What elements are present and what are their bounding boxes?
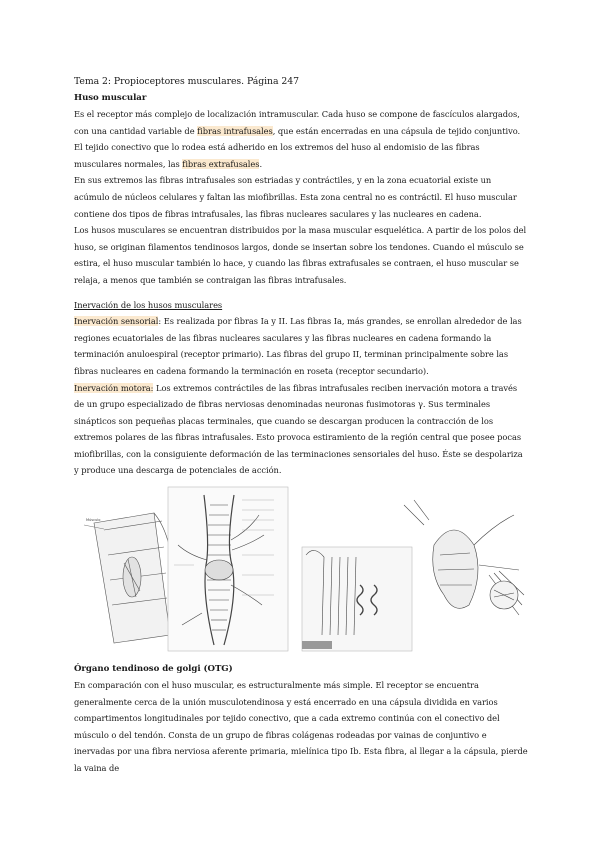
muscle-spindle-illustration xyxy=(74,485,529,653)
figure-scale-bar xyxy=(302,641,332,649)
highlight-fibras-extrafusales: fibras extrafusales xyxy=(182,158,260,169)
muscle-spindle-figure xyxy=(74,485,529,653)
whole-muscle-drawing xyxy=(404,500,524,615)
figure-label-musculo: Músculo xyxy=(86,518,101,523)
document-content xyxy=(74,74,529,777)
section-heading-huso: Huso muscular xyxy=(74,93,147,103)
spindle-detail-drawing xyxy=(168,487,288,651)
muscle-drawing xyxy=(84,513,170,643)
otg-paragraph-1: En comparación con el huso muscular, es estructuralmente más simple. El receptor se encuentra generalmente cerca de la unión musculotendinosa y está encerrado en una cápsula dividida en varios compartimentos longitudinales por tejido conectivo, que a cada extremo continúa con el conectivo del músculo o del tendón. Consta de un grupo de fibras colágenas rodeadas por vainas de conjuntivo e inervadas por una fibra nerviosa aferente primaria, mielínica tipo Ib. Esta fibra, al llegar a la cápsula, pierde la vaina de xyxy=(74,680,528,774)
huso-paragraph-2: En sus extremos las fibras intrafusales son estriadas y contráctiles, y en la zona ecuatorial existe un acúmulo de núcleos celulares y faltan las miofibrillas. Esta zona central no es contráctil. El huso muscular contiene dos tipos de fibras intrafusales, las fibras nucleares saculares y las nucleares en cadena. xyxy=(74,175,517,219)
huso-paragraph-3: Los husos musculares se encuentran distribuidos por la masa muscular esquelética. A partir de los polos del huso, se originan filamentos tendinosos largos, donde se insertan sobre los tendones. Cuando el músculo se estira, el huso muscular también lo hace, y cuando las fibras extrafusales se contraen, el huso muscular se relaja, a menos que también se contraigan las fibras intrafusales. xyxy=(74,225,527,285)
page-title: Tema 2: Propioceptores musculares. Página 247 xyxy=(74,76,299,87)
highlight-inervacion-motora: Inervación motora: xyxy=(74,382,154,393)
huso-paragraph-1: Es el receptor más complejo de localización intramuscular. Cada huso se compone de fascículos alargados, con una cantidad variable de fibras intrafusales, que están encerradas en una cápsula de tejido conjuntivo. El tejido conectivo que lo rodea está adherido en los extremos del huso al endomisio de las fibras musculares normales, las fibras extrafusales. xyxy=(74,109,521,169)
inervacion-sensorial-paragraph: Inervación sensorial: Es realizada por fibras Ia y II. Las fibras Ia, más grandes, se enrollan alrededor de las regiones ecuatoriales de las fibras nucleares saculares y las fibras nucleares en cadena formando la terminación anuloespiral (receptor primario). Las fibras del grupo II, terminan principalmente sobre las fibras nucleares en cadena formando la terminación en roseta (receptor secundario). xyxy=(74,316,522,376)
sensory-endings-drawing xyxy=(302,547,412,651)
highlight-fibras-intrafusales: fibras intrafusales xyxy=(197,125,273,136)
highlight-inervacion-sensorial: Inervación sensorial xyxy=(74,316,159,327)
inervacion-motora-paragraph: Inervación motora: Los extremos contráctiles de las fibras intrafusales reciben inervación motora a través de un grupo especializado de fibras nerviosas denominadas neuronas fusimotoras γ. Sus terminales sinápticos son pequeñas placas terminales, que cuando se descargan producen la contracción de los extremos polares de las fibras intrafusales. Esto provoca estiramiento de la región central que posee pocas miofibrillas, con la consiguiente deformación de las terminaciones sensoriales del huso. Éste se despolariza y produce una descarga de potenciales de acción. xyxy=(74,382,523,476)
section-heading-otg: Órgano tendinoso de golgi (OTG) xyxy=(74,664,233,675)
section-heading-inervacion: Inervación de los husos musculares xyxy=(74,299,223,310)
